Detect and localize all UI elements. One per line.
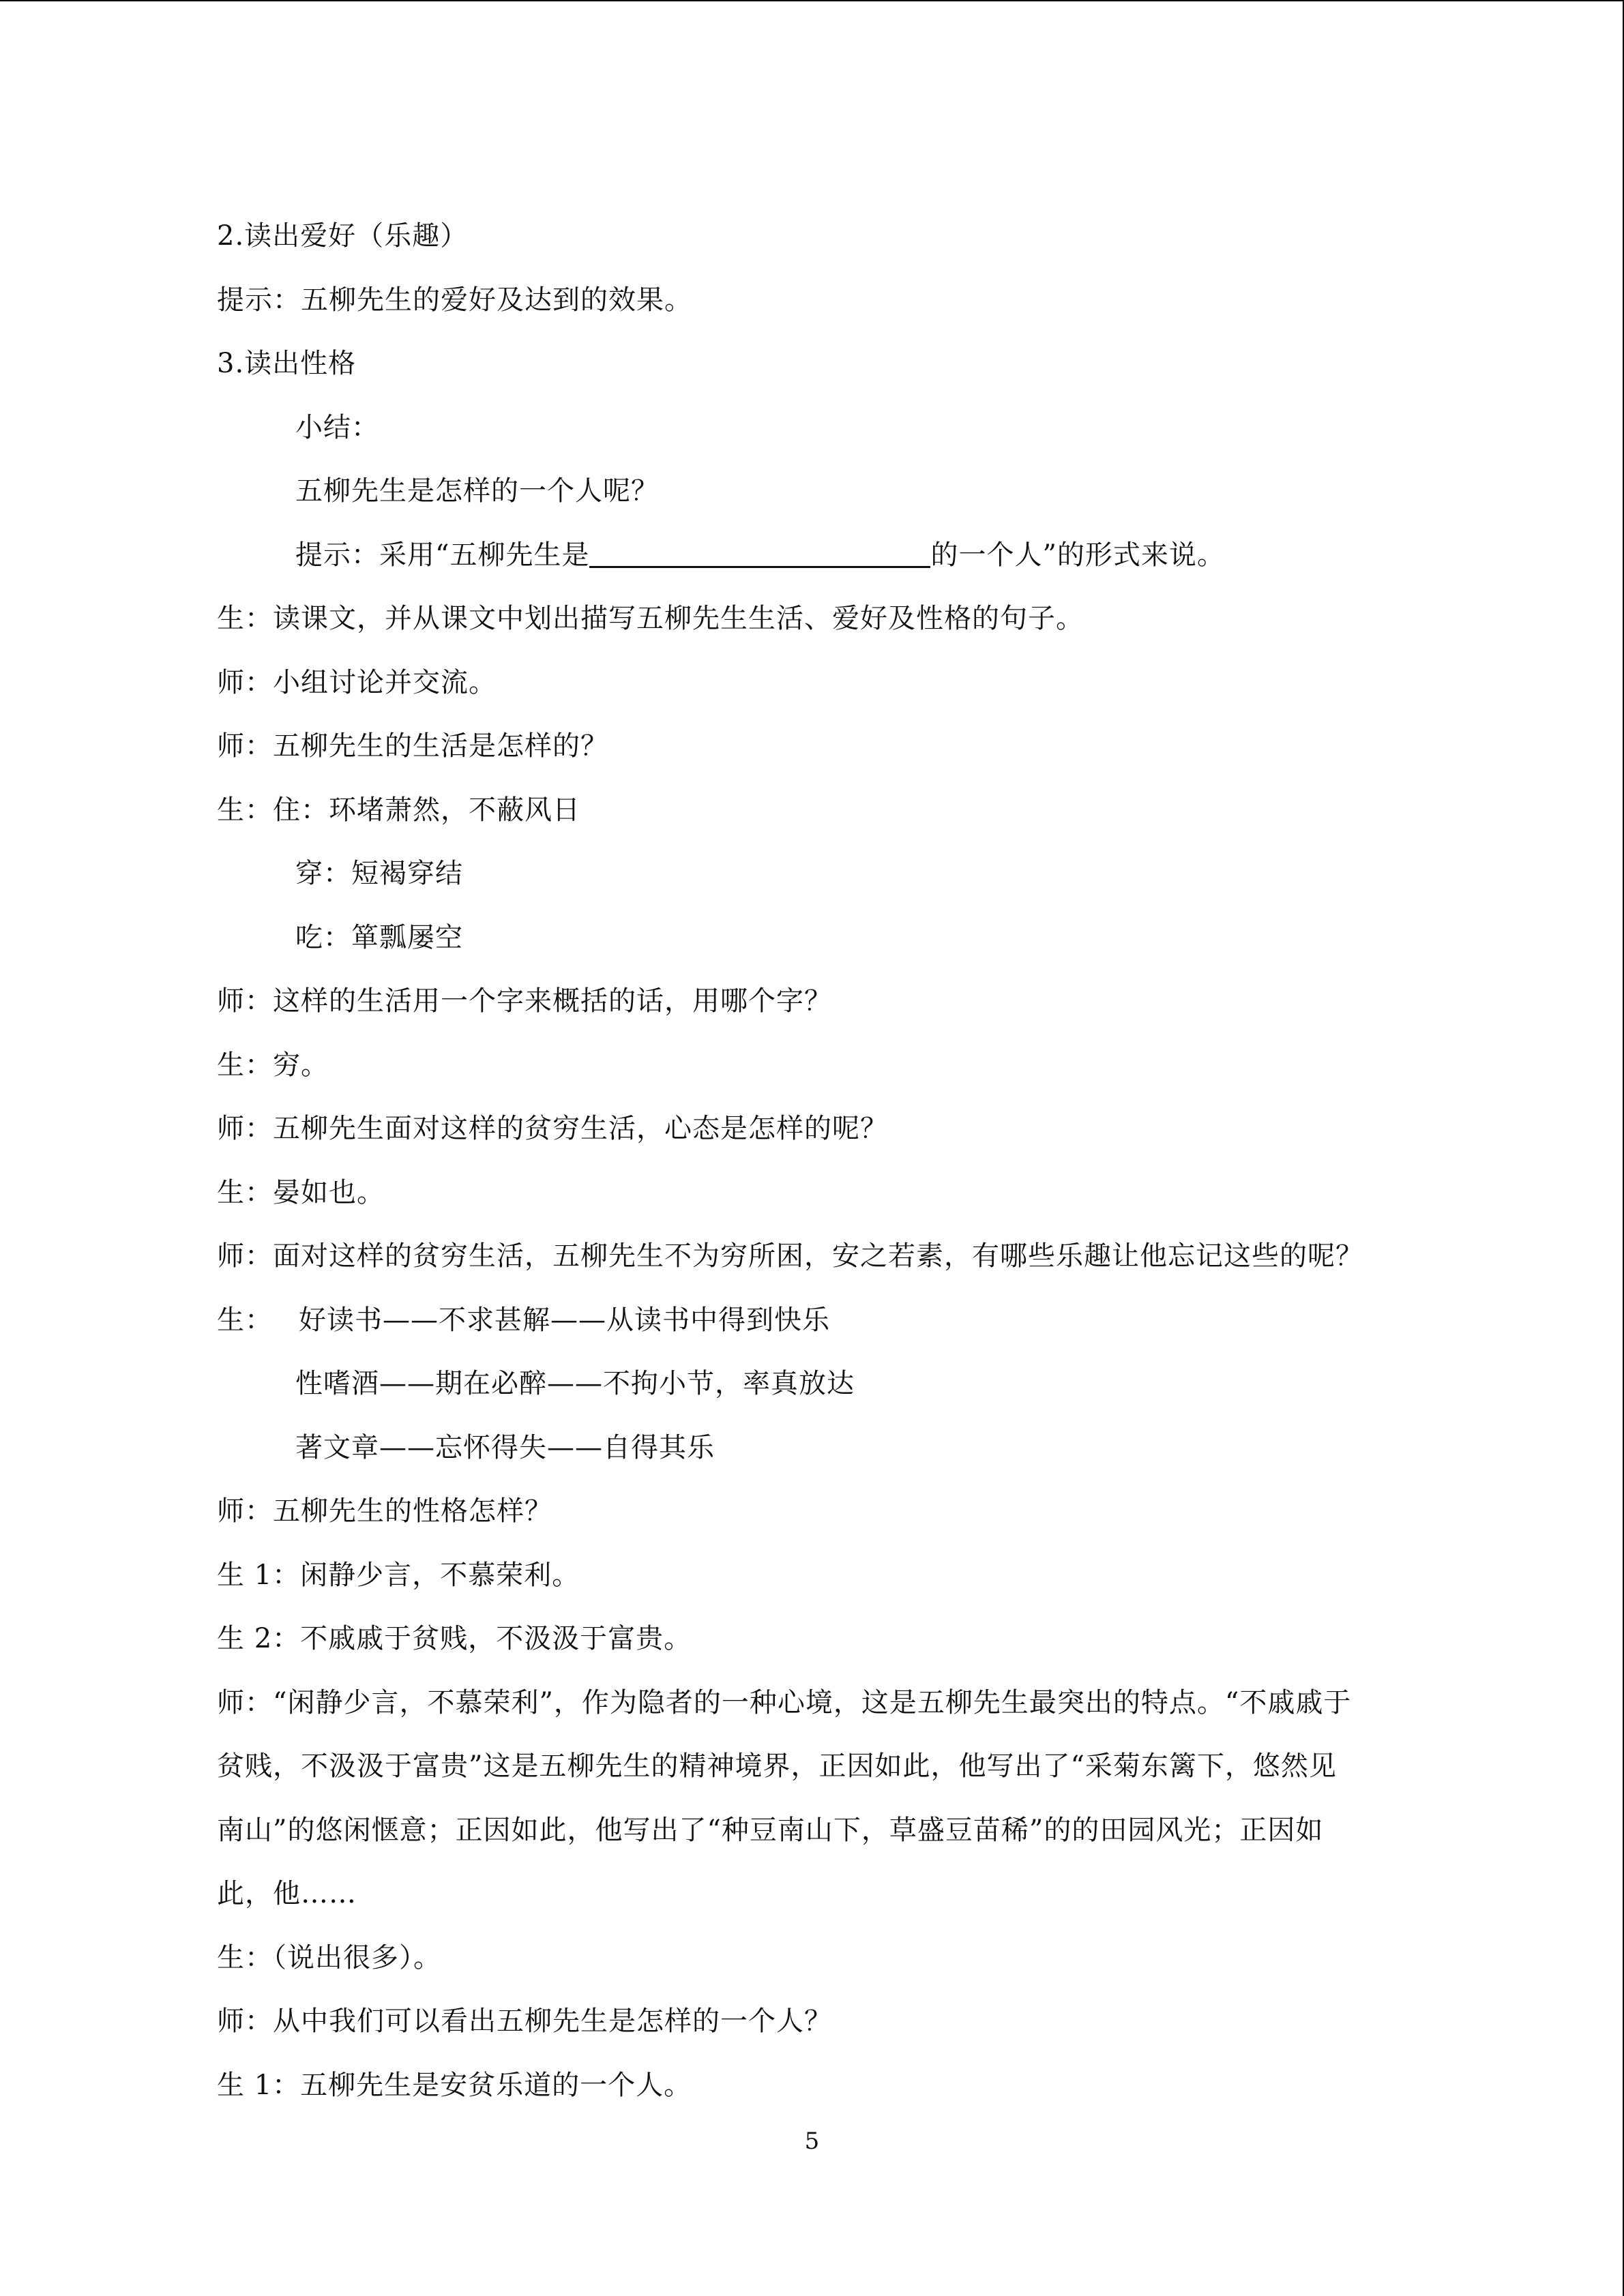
hobby-line: 性嗜酒——期在必醉——不拘小节，率真放达	[295, 1368, 855, 1399]
dialogue-line: 师：从中我们可以看出五柳先生是怎样的一个人？	[217, 2006, 832, 2037]
dialogue-line-indented: 吃：箪瓢屡空	[295, 921, 463, 953]
dialogue-line: 生 1：闲静少言，不慕荣利。	[217, 1559, 580, 1591]
dialogue-line: 师：面对这样的贫穷生活，五柳先生不为穷所困，安之若素，有哪些乐趣让他忘记这些的呢？	[217, 1240, 1363, 1272]
fill-in-hint-before: 提示：采用“五柳先生是	[295, 539, 590, 571]
fill-in-hint-after: 的一个人”的形式来说。	[930, 539, 1225, 571]
page-number: 5	[804, 2128, 820, 2155]
fill-in-blank	[589, 539, 930, 568]
section-heading-character: 3.读出性格	[217, 348, 357, 379]
paragraph-line: 贫贱，不汲汲于富贵”这是五柳先生的精神境界，正因如此，他写出了“采菊东篱下，悠然见	[217, 1750, 1337, 1782]
hobby-line: 著文章——忘怀得失——自得其乐	[295, 1431, 715, 1463]
fill-in-hint	[217, 524, 1407, 588]
paragraph-line: 此，他……	[217, 1878, 357, 1909]
dialogue-line: 生：读课文，并从课文中划出描写五柳先生生活、爱好及性格的句子。	[217, 603, 1084, 634]
speaker-label: 生：	[217, 1304, 273, 1336]
dialogue-line: 师：五柳先生的生活是怎样的？	[217, 730, 608, 762]
dialogue-line: 生：穷。	[217, 1049, 329, 1081]
summary-question: 五柳先生是怎样的一个人呢？	[295, 475, 659, 507]
dialogue-line: 生：晏如也。	[217, 1176, 385, 1208]
hobby-line: 好读书——不求甚解——从读书中得到快乐	[299, 1304, 830, 1336]
dialogue-line: 师：这样的生活用一个字来概括的话，用哪个字？	[217, 985, 832, 1017]
section-heading-hobby: 2.读出爱好（乐趣）	[217, 220, 469, 252]
dialogue-line: 师：小组讨论并交流。	[217, 666, 497, 698]
dialogue-line: 师：五柳先生的性格怎样？	[217, 1495, 552, 1527]
dialogue-line: 生：（说出很多）。	[217, 1941, 441, 1973]
dialogue-line: 师：五柳先生面对这样的贫穷生活，心态是怎样的呢？	[217, 1113, 888, 1144]
dialogue-line-indented: 穿：短褐穿结	[295, 858, 463, 889]
dialogue-line	[217, 1289, 1407, 1353]
summary-label: 小结：	[295, 411, 379, 443]
dialogue-line: 生：住：环堵萧然，不蔽风日	[217, 794, 580, 826]
paragraph-line: 师：“闲静少言，不慕荣利”，作为隐者的一种心境，这是五柳先生最突出的特点。“不戚戚于	[217, 1686, 1352, 1718]
dialogue-line: 生 1：五柳先生是安贫乐道的一个人。	[217, 2069, 692, 2101]
dialogue-line: 生 2：不戚戚于贫贱，不汲汲于富贵。	[217, 1623, 692, 1654]
document-body	[217, 205, 1407, 2117]
hint-hobby: 提示：五柳先生的爱好及达到的效果。	[217, 284, 692, 316]
paragraph-line: 南山”的悠闲惬意；正因如此，他写出了“种豆南山下，草盛豆苗稀”的的田园风光；正因如	[217, 1814, 1324, 1846]
